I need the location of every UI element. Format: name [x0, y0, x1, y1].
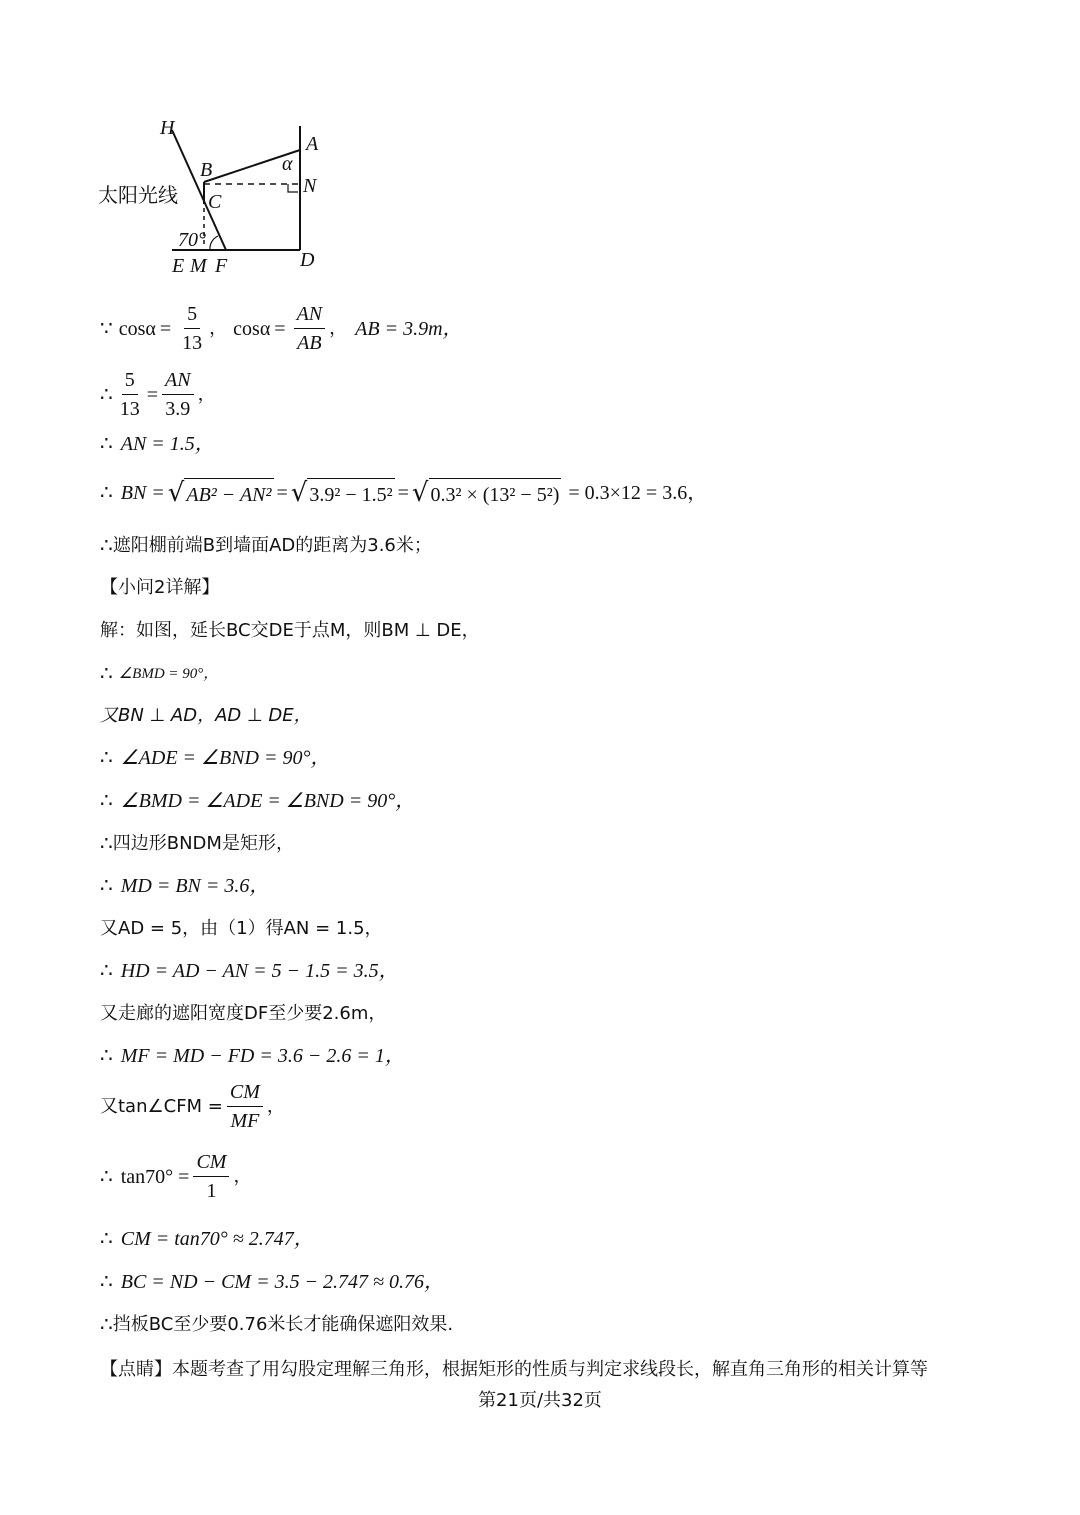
fraction-cm-1: $\frac{CM}{1}$	[193, 1150, 229, 1203]
label-angle: 70°	[178, 229, 206, 251]
sun-ray-label: 太阳光线	[98, 183, 178, 207]
line-5: ∴ 遮阳棚前端B到墙面AD的距离为3.6米；	[100, 535, 432, 557]
figure-svg	[92, 112, 352, 282]
line-7: 解：如图，延长BC交DE于点M，则BM ⊥ DE，	[100, 620, 480, 641]
label-alpha: α	[282, 153, 293, 175]
line-15: ∴ HD = AD − AN = 5 − 1.5 = 3.5，	[100, 960, 399, 982]
therefore-symbol: ∴	[100, 482, 113, 504]
line-1: ∵ cosα = $\frac{5}{13}$ ， cosα = $\frac{AN}{AB}$ ， AB = 3.9m，	[100, 303, 463, 354]
cos-alpha-2: cosα	[233, 317, 271, 340]
line-18: 又tan∠CFM = $\frac{CM}{MF}$ ，	[100, 1081, 285, 1132]
line-8: ∴ ∠BMD = 90°，	[100, 663, 219, 685]
fraction-5-13-b: $\frac{5}{13}$	[119, 369, 140, 420]
line-16: 又走廊的遮阳宽度DF至少要2.6m，	[100, 1003, 387, 1024]
line-14: 又AD = 5，由（1）得AN = 1.5，	[100, 918, 383, 939]
sqrt-3: √ 0.3² × (13² − 5²)	[411, 478, 560, 508]
line-17: ∴ MF = MD − FD = 3.6 − 2.6 = 1，	[100, 1045, 405, 1067]
label-e: E	[172, 255, 185, 277]
line-13: ∴ MD = BN = 3.6，	[100, 875, 270, 897]
therefore-symbol: ∴	[100, 1271, 113, 1293]
label-a: A	[306, 133, 319, 155]
label-f: F	[215, 255, 228, 277]
line-22: ∴ 挡板BC至少要0.76米长才能确保遮阳效果.	[100, 1314, 454, 1336]
fraction-5-13: $\frac{5}{13}$	[182, 303, 203, 354]
line-12: ∴ 四边形BNDM是矩形，	[100, 833, 294, 855]
therefore-symbol: ∴	[100, 1045, 113, 1067]
section-heading: 【小问2详解】	[100, 577, 220, 598]
therefore-symbol: ∴	[100, 663, 113, 685]
therefore-symbol: ∴	[100, 747, 113, 769]
line-4: ∴ BN = √ AB² − AN² = √ 3.9² − 1.5² = √ 0.3² × (13² − 5²) = 0.3×12 = 3.6，	[100, 478, 708, 508]
angle-arc	[210, 236, 218, 250]
line-9: 又BN ⊥ AD，AD ⊥ DE，	[100, 705, 312, 726]
label-m: M	[190, 255, 207, 277]
sqrt-2: √ 3.9² − 1.5²	[290, 478, 393, 508]
fraction-cm-mf: $\frac{CM}{MF}$	[227, 1080, 263, 1133]
fraction-an-3-9: $\frac{AN}{3.9}$	[162, 368, 194, 421]
therefore-symbol: ∴	[100, 1165, 113, 1188]
sqrt-1: √ AB² − AN²	[167, 478, 272, 508]
therefore-symbol: ∴	[100, 1314, 113, 1336]
therefore-symbol: ∴	[100, 535, 113, 557]
label-n: N	[303, 175, 317, 197]
line-10: ∴ ∠ADE = ∠BND = 90°，	[100, 747, 331, 769]
therefore-symbol: ∴	[100, 383, 113, 406]
page-number: 第21页/共32页	[478, 1390, 602, 1411]
ab-value: AB = 3.9m，	[355, 317, 463, 340]
therefore-symbol: ∴	[100, 960, 113, 982]
line-2: ∴ $\frac{5}{13}$ = $\frac{AN}{3.9}$ ，	[100, 369, 216, 420]
note-paragraph: 【点睛】本题考查了用勾股定理解三角形，根据矩形的性质与判定求线段长，解直角三角形的相关计算等	[100, 1359, 928, 1380]
therefore-symbol: ∴	[100, 833, 113, 855]
fraction-an-ab: $\frac{AN}{AB}$	[294, 302, 326, 355]
right-angle-n	[288, 184, 298, 192]
label-c: C	[208, 191, 222, 213]
label-b: B	[200, 159, 213, 181]
cos-alpha: cosα	[118, 317, 156, 340]
geometry-figure	[92, 112, 352, 282]
therefore-symbol: ∴	[100, 1228, 113, 1250]
label-d: D	[300, 249, 315, 271]
line-20: ∴ CM = tan70° ≈ 2.747，	[100, 1228, 314, 1250]
label-h: H	[160, 117, 175, 139]
therefore-symbol: ∴	[100, 790, 113, 812]
therefore-symbol: ∴	[100, 875, 113, 897]
therefore-symbol: ∴	[100, 433, 113, 455]
line-19: ∴ tan70° = $\frac{CM}{1}$ ，	[100, 1151, 252, 1202]
line-11: ∴ ∠BMD = ∠ADE = ∠BND = 90°，	[100, 790, 416, 812]
because-symbol: ∵	[100, 317, 113, 340]
line-3: ∴ AN = 1.5，	[100, 433, 215, 455]
line-21: ∴ BC = ND − CM = 3.5 − 2.747 ≈ 0.76，	[100, 1271, 445, 1293]
